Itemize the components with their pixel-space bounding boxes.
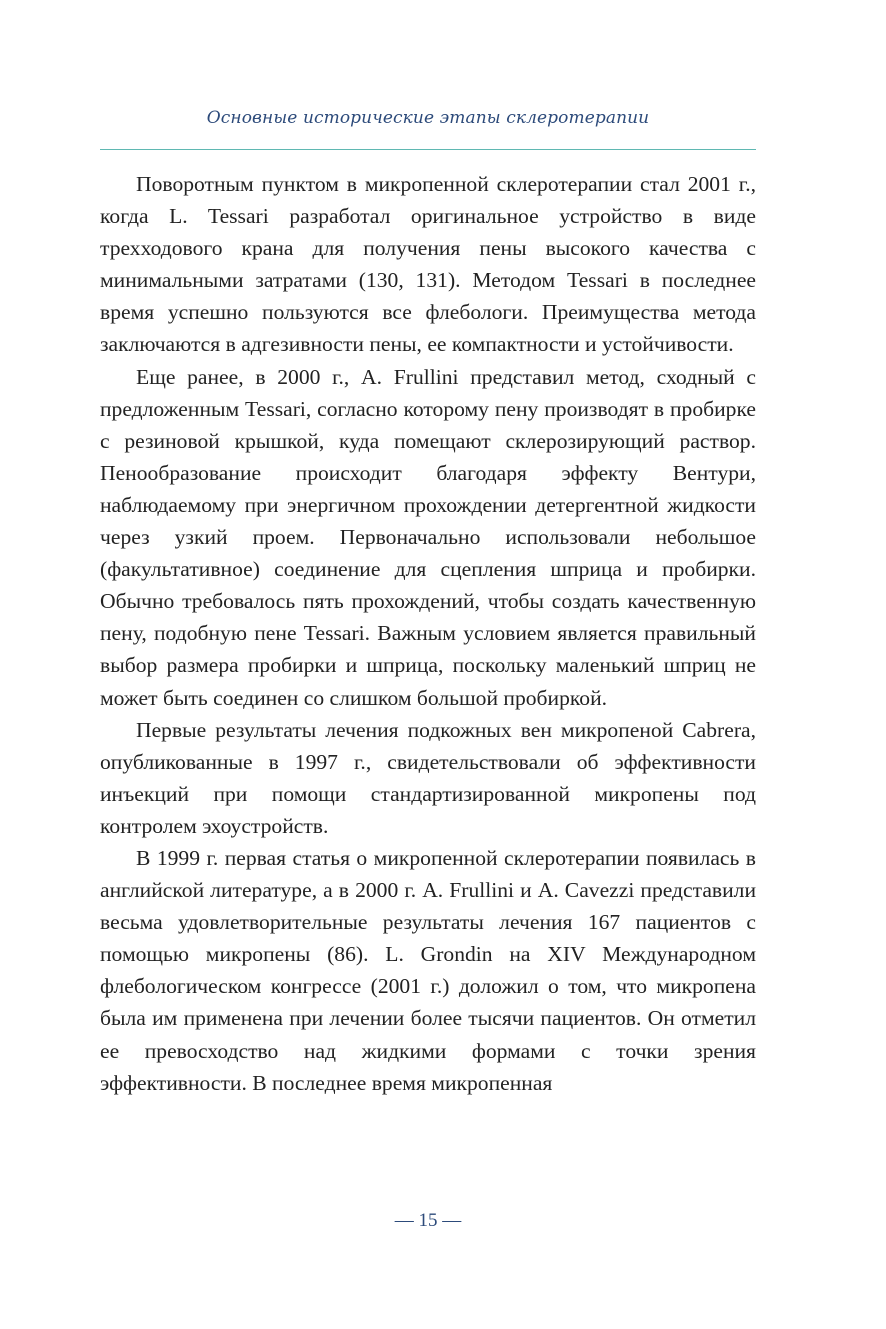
paragraph: В 1999 г. первая статья о микропенной склеротерапии появилась в английской литературе, а в 2000 г. A. Frullini и A. Cavezzi представили весьма удовлетворительные результаты лечения 167 пациентов с помощью микропены (86). L. Grondin на XIV Международном флебологическом конгрессе (2001 г.) доложил о том, что микропена была им применена при лечении более тысячи пациентов. Он отметил ее превосходство над жидкими формами с точки зрения эффективности. В последнее время микропенная — [100, 845, 756, 1095]
page-number: — 15 — — [394, 1210, 462, 1231]
header-rule — [100, 149, 756, 150]
paragraph: Первые результаты лечения подкожных вен микропеной Cabrera, опубликованные в 1997 г., свидетельствовали об эффективности инъекций при помощи стандартизированной микропены под контролем эхоустройств. — [100, 717, 756, 838]
paragraph: Поворотным пунктом в микропенной склеротерапии стал 2001 г., когда L. Tessari разработал оригинальное устройство в виде трехходового крана для получения пены высокого качества с минимальными затратами (130, 131). Методом Tessari в последнее время успешно пользуются все флебологи. Преимущества метода заключаются в адгезивности пены, ее компактности и устойчивости. — [100, 172, 756, 357]
body-text — [100, 168, 756, 1099]
running-head: Основные исторические этапы склеротерапии — [206, 108, 650, 128]
paragraph: Еще ранее, в 2000 г., A. Frullini представил метод, сходный с предложенным Tessari, согласно которому пену производят в пробирке с резиновой крышкой, куда помещают склерозирующий раствор. Пенообразование происходит благодаря эффекту Вентури, наблюдаемому при энергичном прохождении детергентной жидкости через узкий проем. Первоначально использовали небольшое (факультативное) соединение для сцепления шприца и пробирки. Обычно требовалось пять прохождений, чтобы создать качественную пену, подобную пене Tessari. Важным условием является правильный выбор размера пробирки и шприца, поскольку маленький шприц не может быть соединен со слишком большой пробиркой. — [100, 364, 756, 710]
